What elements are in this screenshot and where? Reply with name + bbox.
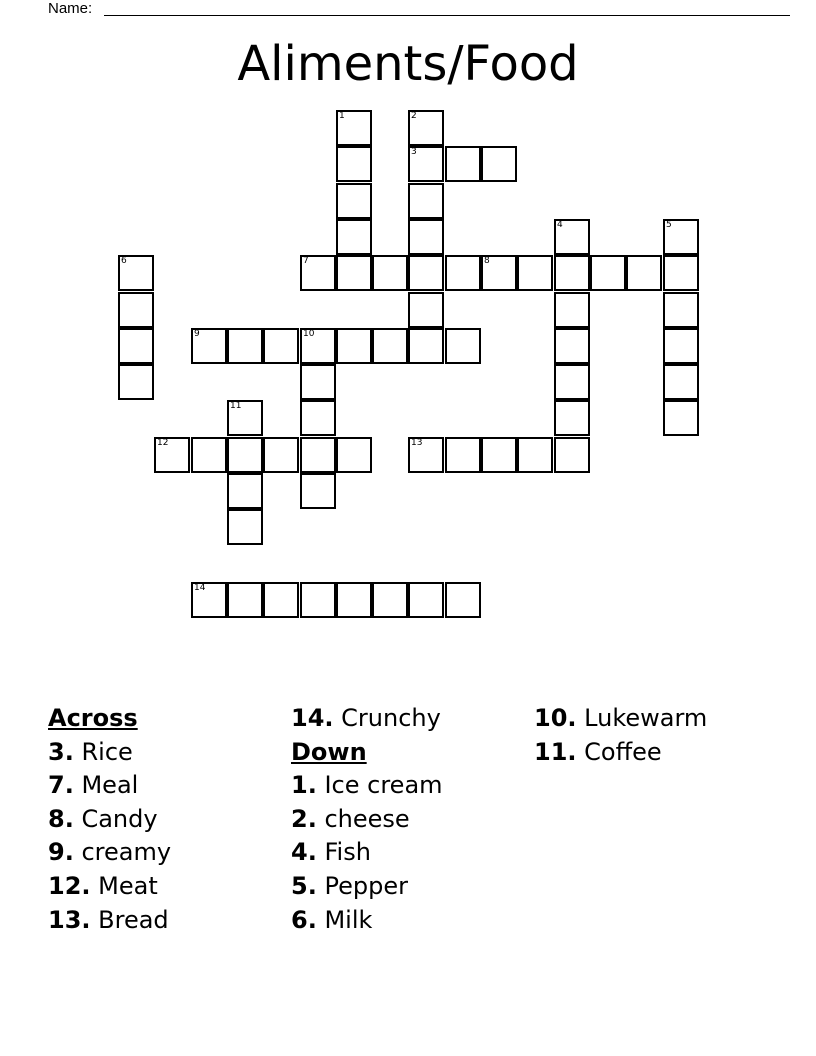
grid-cell[interactable] bbox=[336, 328, 372, 364]
grid-cell[interactable] bbox=[408, 183, 444, 219]
grid-cell[interactable] bbox=[445, 582, 481, 618]
grid-cell[interactable] bbox=[590, 255, 626, 291]
grid-cell[interactable] bbox=[336, 255, 372, 291]
clue-column-3 bbox=[534, 702, 774, 769]
grid-cell[interactable] bbox=[663, 400, 699, 436]
clue-number: 5 bbox=[666, 220, 672, 230]
clue-number: 3 bbox=[411, 147, 417, 157]
grid-cell[interactable] bbox=[408, 328, 444, 364]
grid-cell[interactable] bbox=[118, 255, 154, 291]
clue-number: 7 bbox=[303, 256, 309, 266]
grid-cell[interactable] bbox=[263, 437, 299, 473]
grid-cell[interactable] bbox=[227, 582, 263, 618]
clue-across-3: 3. Rice bbox=[48, 737, 133, 766]
clue-down-11: 11. Coffee bbox=[534, 737, 662, 766]
grid-cell[interactable] bbox=[336, 146, 372, 182]
clue-column-1 bbox=[48, 702, 288, 937]
grid-cell[interactable] bbox=[118, 364, 154, 400]
clue-down-6: 6. Milk bbox=[291, 905, 373, 934]
grid-cell[interactable] bbox=[227, 509, 263, 545]
grid-cell[interactable] bbox=[445, 437, 481, 473]
grid-cell[interactable] bbox=[191, 437, 227, 473]
grid-cell[interactable] bbox=[118, 328, 154, 364]
down-heading: Down bbox=[291, 737, 367, 766]
grid-cell[interactable] bbox=[191, 328, 227, 364]
grid-cell[interactable] bbox=[663, 219, 699, 255]
grid-cell[interactable] bbox=[408, 219, 444, 255]
grid-cell[interactable] bbox=[336, 219, 372, 255]
clue-across-7: 7. Meal bbox=[48, 771, 139, 800]
grid-cell[interactable] bbox=[408, 110, 444, 146]
grid-cell[interactable] bbox=[554, 292, 590, 328]
clue-down-5: 5. Pepper bbox=[291, 871, 408, 900]
grid-cell[interactable] bbox=[300, 582, 336, 618]
grid-cell[interactable] bbox=[408, 255, 444, 291]
grid-cell[interactable] bbox=[300, 473, 336, 509]
grid-cell[interactable] bbox=[481, 437, 517, 473]
grid-cell[interactable] bbox=[263, 328, 299, 364]
grid-cell[interactable] bbox=[663, 255, 699, 291]
clue-number: 2 bbox=[411, 111, 417, 121]
grid-cell[interactable] bbox=[372, 582, 408, 618]
across-heading: Across bbox=[48, 704, 138, 732]
grid-cell[interactable] bbox=[445, 255, 481, 291]
grid-cell[interactable] bbox=[372, 328, 408, 364]
grid-cell[interactable] bbox=[191, 582, 227, 618]
grid-cell[interactable] bbox=[445, 146, 481, 182]
grid-cell[interactable] bbox=[408, 292, 444, 328]
grid-cell[interactable] bbox=[481, 255, 517, 291]
grid-cell[interactable] bbox=[408, 146, 444, 182]
clue-down-4: 4. Fish bbox=[291, 838, 371, 867]
clue-number: 13 bbox=[411, 438, 423, 448]
grid-cell[interactable] bbox=[227, 328, 263, 364]
clue-number: 14 bbox=[194, 583, 206, 593]
grid-cell[interactable] bbox=[300, 364, 336, 400]
clue-number: 12 bbox=[157, 438, 169, 448]
grid-cell[interactable] bbox=[336, 110, 372, 146]
grid-cell[interactable] bbox=[300, 400, 336, 436]
grid-cell[interactable] bbox=[445, 328, 481, 364]
clue-number: 8 bbox=[484, 256, 490, 266]
grid-cell[interactable] bbox=[336, 437, 372, 473]
grid-cell[interactable] bbox=[663, 364, 699, 400]
page-title: Aliments/Food bbox=[237, 36, 579, 92]
grid-cell[interactable] bbox=[517, 437, 553, 473]
grid-cell[interactable] bbox=[408, 582, 444, 618]
clue-number: 9 bbox=[194, 329, 200, 339]
clue-down-1: 1. Ice cream bbox=[291, 771, 443, 800]
clue-across-9: 9. creamy bbox=[48, 838, 172, 867]
clue-across-13: 13. Bread bbox=[48, 905, 169, 934]
grid-cell[interactable] bbox=[154, 437, 190, 473]
grid-cell[interactable] bbox=[372, 255, 408, 291]
grid-cell[interactable] bbox=[227, 400, 263, 436]
grid-cell[interactable] bbox=[663, 292, 699, 328]
grid-cell[interactable] bbox=[554, 255, 590, 291]
clue-number: 11 bbox=[230, 401, 242, 411]
grid-cell[interactable] bbox=[118, 292, 154, 328]
clue-number: 6 bbox=[121, 256, 127, 266]
grid-cell[interactable] bbox=[263, 582, 299, 618]
grid-cell[interactable] bbox=[517, 255, 553, 291]
grid-cell[interactable] bbox=[300, 255, 336, 291]
grid-cell[interactable] bbox=[408, 437, 444, 473]
grid-cell[interactable] bbox=[227, 473, 263, 509]
grid-cell[interactable] bbox=[554, 328, 590, 364]
grid-cell[interactable] bbox=[336, 183, 372, 219]
name-label: Name: bbox=[48, 0, 93, 17]
grid-cell[interactable] bbox=[554, 219, 590, 255]
grid-cell[interactable] bbox=[554, 437, 590, 473]
clue-number: 10 bbox=[303, 329, 315, 339]
clue-down-2: 2. cheese bbox=[291, 804, 410, 833]
grid-cell[interactable] bbox=[300, 328, 336, 364]
grid-cell[interactable] bbox=[554, 400, 590, 436]
clue-across-8: 8. Candy bbox=[48, 804, 158, 833]
grid-cell[interactable] bbox=[663, 328, 699, 364]
grid-cell[interactable] bbox=[227, 437, 263, 473]
clue-number: 4 bbox=[557, 220, 563, 230]
grid-cell[interactable] bbox=[554, 364, 590, 400]
clue-number: 1 bbox=[339, 111, 345, 121]
clue-down-10: 10. Lukewarm bbox=[534, 704, 708, 732]
clue-column-2 bbox=[291, 702, 531, 937]
grid-cell[interactable] bbox=[336, 582, 372, 618]
grid-cell[interactable] bbox=[481, 146, 517, 182]
clue-across-12: 12. Meat bbox=[48, 871, 158, 900]
grid-cell[interactable] bbox=[300, 437, 336, 473]
grid-cell[interactable] bbox=[626, 255, 662, 291]
clue-across-14: 14. Crunchy bbox=[291, 704, 441, 732]
